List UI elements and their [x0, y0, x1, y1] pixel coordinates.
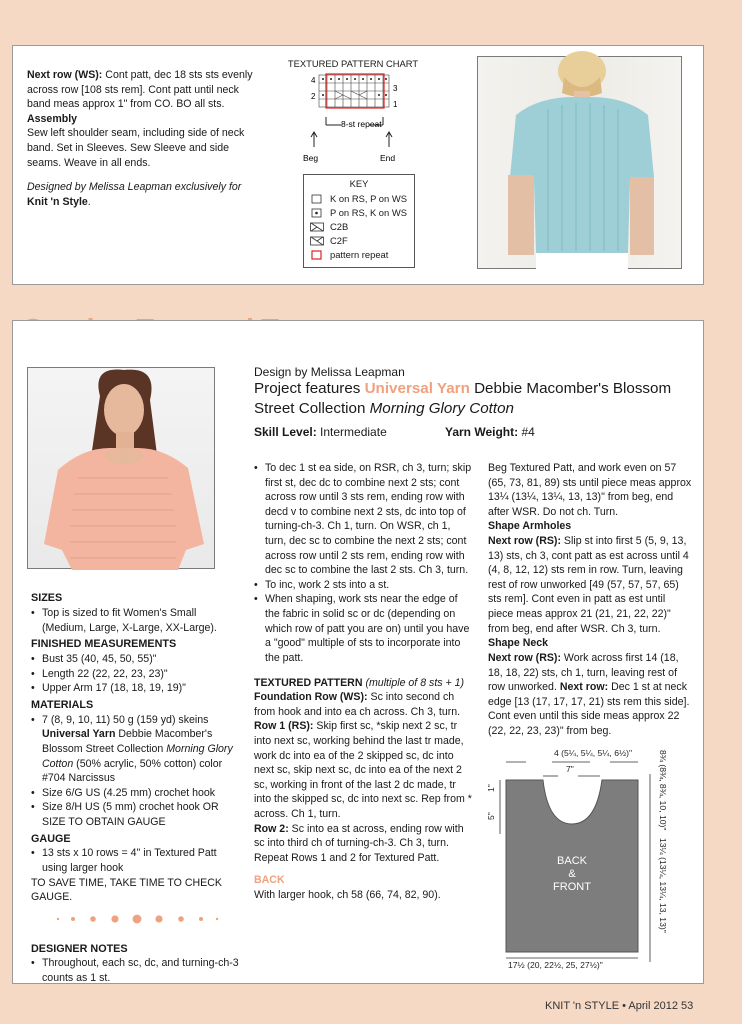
shaping-note-increase: • To inc, work 2 sts into a st. — [254, 578, 472, 593]
row-label-1: 1 — [393, 100, 398, 109]
armholes-body: Slip st into first 5 (5, 9, 13, 13) sts, ch 3, cont patt as est across until 4 (4, 8, 12, 12) sts rem in row. Turn, leaving rest of row unworked [49 (57, 57, 57, 65) sts rem]. Cont even in patt as est until piece meas approx 21 (21, 21, 22, 22)" from beg, end after WSR. Ch 3, turn. — [488, 535, 689, 635]
schematic-left-neck: 5" — [486, 812, 496, 820]
designer-notes-list — [31, 956, 241, 985]
neck-label-2: Next row: — [559, 681, 609, 694]
key-label-repeat: pattern repeat — [330, 249, 389, 260]
column-pattern — [254, 461, 472, 903]
armholes-text — [488, 534, 693, 636]
schematic-label-front: FRONT — [553, 881, 591, 893]
shaping-note-edges: • When shaping, work sts near the edge of the fabric in solid sc or dc (depending on which row of patt you are on) until you have a "good" multiple of sts to incorporate into the patt. — [254, 592, 472, 665]
top-instructions — [27, 68, 255, 209]
yarn-weight — [445, 425, 535, 439]
project-features — [254, 379, 704, 419]
key-title: KEY — [349, 178, 369, 189]
skill-value: Intermediate — [316, 425, 387, 439]
next-row-label: Next row (WS): — [27, 69, 103, 81]
chart-grid-graphic — [281, 71, 431, 169]
yarn-name: Morning Glory Cotton — [42, 742, 233, 770]
page-number: 53 — [677, 1000, 694, 1012]
row-2 — [254, 822, 472, 851]
schematic-label-amp: & — [568, 868, 576, 880]
key-item-knit — [310, 193, 408, 204]
finished-list — [31, 652, 241, 696]
schematic-drawing — [488, 746, 698, 978]
row-label-3: 3 — [393, 84, 398, 93]
foundation-label: Foundation Row (WS): — [254, 691, 368, 704]
tp-heading: TEXTURED PATTERN — [254, 676, 363, 689]
row-label-4: 4 — [311, 76, 316, 85]
shaping-note-decrease: • To dec 1 st ea side, on RSR, ch 3, turn; skip first st, dec dc to combine next 2 sts; cont across row until 3 sts rem, ending row with decd v to combine next 2 sts, dc into top of turning-ch-3. Ch 1, turn. On WSR, ch 1, turn, dec sc to combine the next 2 sts; cont across row until 2 sts rem, ending row with dec sc to combine the last 2 sts. Ch 3, turn. — [254, 461, 472, 578]
key-label-knit: K on RS, P on WS — [330, 193, 407, 204]
materials-list — [31, 713, 241, 830]
row-1 — [254, 719, 472, 821]
back-view-sweater-image — [478, 57, 683, 270]
credit-magazine: Knit 'n Style — [27, 195, 88, 208]
schematic-left-small: 1" — [486, 784, 496, 792]
next-row-paragraph — [27, 68, 255, 112]
neck-heading: Shape Neck — [488, 637, 549, 650]
gauge-heading: GAUGE — [31, 832, 71, 845]
design-credit: Design by Melissa Leapman — [254, 365, 405, 379]
schematic-right-bottom: 13¼ (13¼, 13¼, 13, 13)" — [658, 838, 668, 933]
neck-label: Next row (RS): — [488, 651, 561, 664]
garment-schematic — [488, 746, 698, 978]
page-footer — [545, 1000, 693, 1012]
weight-value: #4 — [518, 425, 535, 439]
yarn-item — [31, 713, 241, 786]
c2b-cable-icon — [310, 222, 324, 232]
row2-label: Row 2: — [254, 822, 289, 835]
schematic-neck-width: 7" — [566, 764, 574, 774]
column-shaping — [488, 461, 693, 739]
skill-level — [254, 425, 387, 439]
model-photo — [27, 367, 215, 569]
project-yarn-name: Morning Glory Cotton — [369, 400, 514, 418]
designer-credit — [27, 180, 255, 209]
row1-label: Row 1 (RS): — [254, 720, 314, 733]
key-label-c2f: C2F — [330, 235, 348, 246]
foundation-text: Sc into second ch from hook and into ea ch across. Ch 3, turn. — [254, 691, 461, 718]
credit-italic: Designed by Melissa Leapman exclusively for — [27, 181, 242, 194]
designer-note-item: • Throughout, each sc, dc, and turning-ch-3 counts as 1 st. — [31, 956, 241, 985]
key-item-c2b — [310, 221, 408, 232]
weight-label: Yarn Weight: — [445, 425, 519, 439]
bust-item: • Bust 35 (40, 45, 50, 55)" — [31, 652, 241, 667]
armholes-label: Next row (RS): — [488, 535, 561, 548]
key-label-purl: P on RS, K on WS — [330, 207, 407, 218]
chart-beg-label: Beg — [303, 153, 319, 163]
tp-multiple: (multiple of 8 sts + 1) — [362, 676, 465, 689]
row1-text: Skip first sc, *skip next 2 sc, tr into next sc, working behind the last tr made, work dc into ea of the 2 skipped sc, dc into next sc, skip next sc, dc into ea of the next 2 sc, working in front of the last 2 dc made, tr into the skipped sc, dc into next sc. Rep from * across. Ch 1, turn. — [254, 720, 472, 821]
gauge-item: • 13 sts x 10 rows = 4" in Textured Patt using larger hook — [31, 846, 241, 875]
row-label-2: 2 — [311, 92, 316, 101]
chart-title: TEXTURED PATTERN CHART — [287, 58, 419, 69]
top-continuation-panel — [12, 45, 704, 285]
materials-heading: MATERIALS — [31, 698, 94, 711]
chart-key-box — [303, 174, 415, 268]
back-continue-text: Beg Textured Patt, and work even on 57 (65, 73, 81, 89) sts until piece meas approx 13¼ (13¼, 13¼, 13, 13)" from beg, end after WSR. Do not ch. Turn. — [488, 462, 692, 518]
chart-end-label: End — [380, 153, 396, 163]
key-item-c2f — [310, 235, 408, 246]
finished-heading: FINISHED MEASUREMENTS — [31, 638, 177, 651]
decorative-dots — [53, 913, 223, 925]
save-time-note: TO SAVE TIME, TAKE TIME TO CHECK GAUGE. — [31, 876, 222, 904]
red-square-icon — [310, 250, 324, 260]
yarn-collection: Debbie Macomber's Blossom Street Collection — [42, 728, 213, 755]
main-pattern-panel — [12, 320, 704, 984]
back-text: With larger hook, ch 58 (66, 74, 82, 90). — [254, 889, 441, 902]
neck-text — [488, 651, 693, 739]
empty-square-icon — [310, 194, 324, 204]
project-brand: Universal Yarn — [364, 380, 470, 397]
yarn-fiber: (50% acrylic, 50% cotton) color #704 Narcissus — [42, 757, 223, 785]
repeat-label: 8-st repeat — [341, 119, 382, 129]
skill-label: Skill Level: — [254, 425, 317, 439]
hook-small-item: • Size 6/G US (4.25 mm) crochet hook — [31, 786, 241, 801]
armholes-heading: Shape Armholes — [488, 520, 572, 533]
foundation-row — [254, 690, 472, 719]
hook-large-item: • Size 8/H US (5 mm) crochet hook OR SIZE TO OBTAIN GAUGE — [31, 800, 241, 829]
neck-body: Work across first 14 (18, 18, 18, 22) sts, ch 1, turn, leaving rest of row unworked. — [488, 651, 679, 694]
credit-end: . — [87, 195, 91, 208]
row2-text: Sc into ea st across, ending row with sc into third ch of turning-ch-3. Ch 3, turn. — [254, 822, 464, 850]
gauge-list — [31, 846, 241, 875]
schematic-label-back: BACK — [557, 855, 587, 867]
schematic-bottom-width: 17½ (20, 22½, 25, 27½)" — [508, 960, 603, 970]
sizes-heading: SIZES — [31, 592, 63, 604]
neck-body-2: Dec 1 st at neck edge [13 (17, 17, 17, 21) sts rem this side]. Cont even until this side meas approx 22 (22, 22, 23, 23)" from beg. — [488, 681, 690, 737]
sizes-item: • Top is sized to fit Women's Small (Medium, Large, X-Large, XX-Large). — [31, 606, 241, 635]
back-heading: BACK — [254, 874, 285, 887]
dot-square-icon — [310, 208, 324, 218]
footer-magazine: KNIT 'n STYLE — [545, 1000, 620, 1012]
yarn-brand: Universal Yarn — [42, 728, 116, 741]
project-collection: Debbie Macomber's Blossom Street Collection — [254, 380, 672, 418]
length-item: • Length 22 (22, 22, 23, 23)" — [31, 667, 241, 682]
key-item-purl — [310, 207, 408, 218]
project-prefix: Project features — [254, 380, 365, 397]
key-item-repeat — [310, 249, 408, 260]
schematic-top-width: 4 (5¼, 5¼, 5¼, 6½)" — [554, 748, 633, 758]
footer-issue: • April 2012 — [619, 1000, 678, 1012]
schematic-right-top: 8¾ (8¾, 8¾, 10, 10)" — [658, 750, 668, 831]
column-materials — [31, 589, 241, 986]
assembly-heading: Assembly — [27, 112, 78, 125]
designer-notes-heading: DESIGNER NOTES — [31, 942, 128, 955]
back-view-photo — [477, 56, 682, 269]
key-label-c2b: C2B — [330, 221, 349, 232]
shaping-notes-list — [254, 461, 472, 666]
sizes-list — [31, 606, 241, 635]
repeat-rows: Repeat Rows 1 and 2 for Textured Patt. — [254, 851, 440, 864]
c2f-cable-icon — [310, 236, 324, 246]
textured-pattern-heading — [254, 676, 472, 691]
next-row-text: Cont patt, dec 18 sts sts evenly across row [108 sts rem]. Cont patt until neck band meas approx 1" from CO. BO all sts. — [27, 69, 253, 111]
front-view-sweater-image — [28, 368, 216, 570]
assembly-text: Sew left shoulder seam, including side of neck band. Set in Sleeves. Sew Sleeve and side seams. Weave in all ends. — [27, 127, 245, 169]
upper-arm-item: • Upper Arm 17 (18, 18, 19, 19)" — [31, 681, 241, 696]
project-header — [254, 365, 704, 419]
yarn-qty: 7 (8, 9, 10, 11) 50 g (159 yd) skeins — [42, 713, 209, 726]
textured-pattern-chart — [281, 58, 431, 278]
